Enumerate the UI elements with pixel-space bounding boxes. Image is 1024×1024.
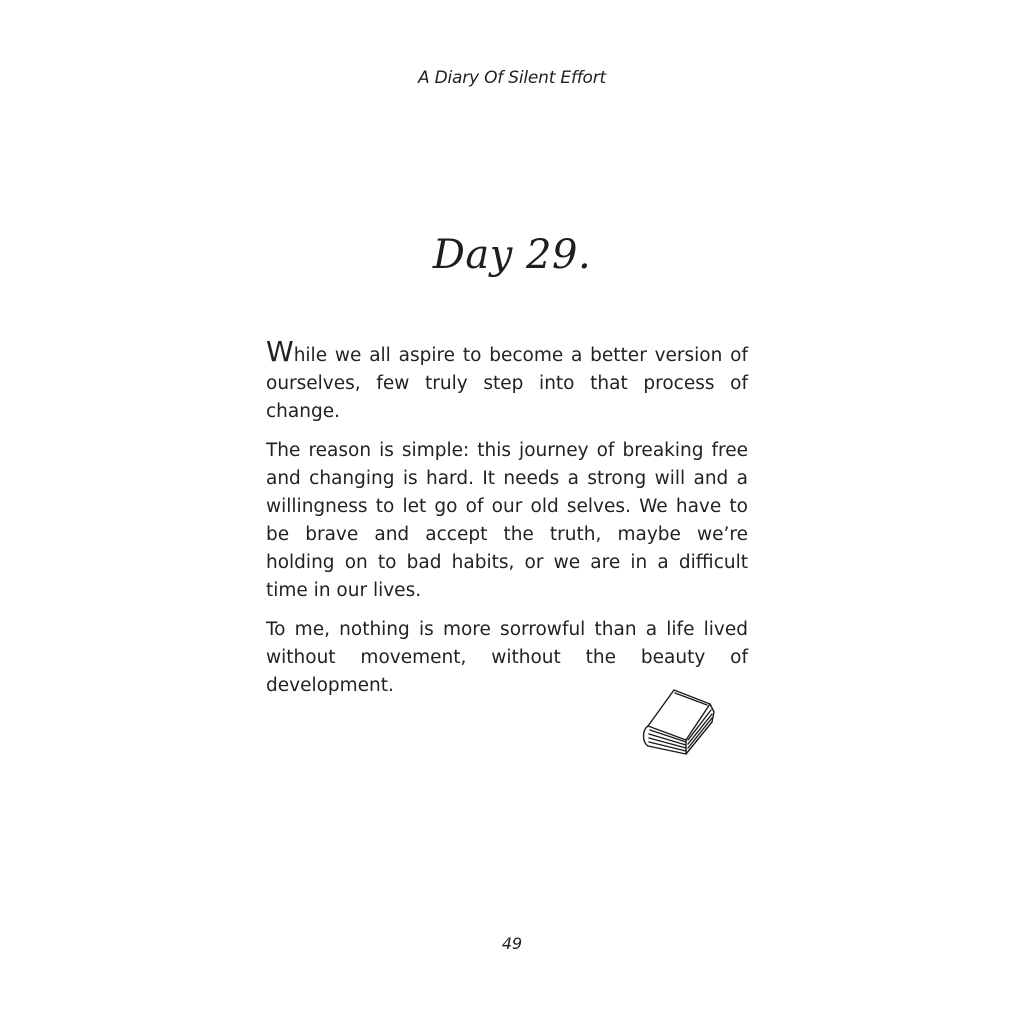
- chapter-title: Day 29.: [432, 232, 592, 278]
- initial-letter: W: [266, 335, 294, 368]
- paragraph-1: [266, 335, 748, 426]
- book-icon: [638, 684, 722, 760]
- running-header: A Diary Of Silent Effort: [418, 68, 606, 88]
- paragraph-3: To me, nothing is more sorrowful than a life lived without movement, without the beauty of development.: [266, 619, 748, 696]
- page-number: 49: [501, 934, 523, 953]
- body-text: [266, 335, 748, 711]
- paragraph-2: The reason is simple: this journey of breaking free and changing is hard. It needs a strong will and a willingness to let go of our old selves. We have to be brave and accept the truth, maybe we’re holding on to bad habits, or we are in a difficult time in our lives.: [266, 440, 748, 601]
- paragraph-1-text: hile we all aspire to become a better version of ourselves, few truly step into that process of change.: [266, 345, 748, 422]
